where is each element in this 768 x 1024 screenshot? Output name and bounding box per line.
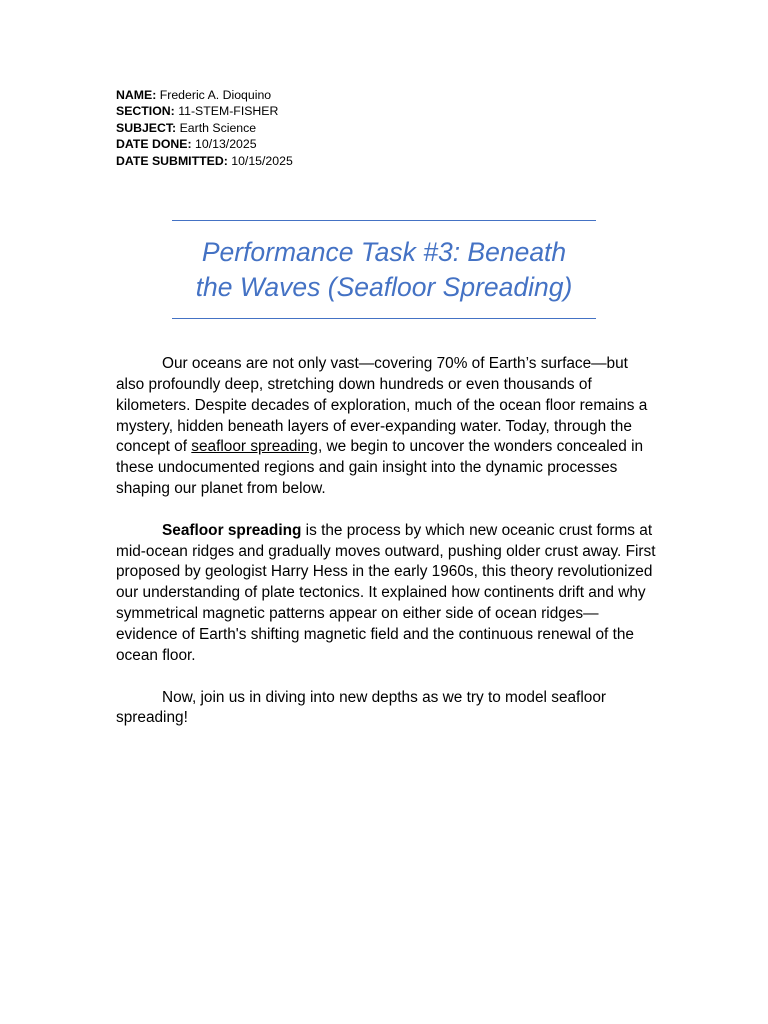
name-label: NAME: (116, 88, 157, 102)
date-submitted-value: 10/15/2025 (231, 153, 293, 168)
subject-label: SUBJECT: (116, 120, 177, 135)
title-line-2: the Waves (Seafloor Spreading) (195, 272, 573, 302)
title-bottom-rule (172, 318, 596, 319)
date-done-value: 10/13/2025 (195, 137, 257, 152)
title-block (172, 220, 596, 319)
date-submitted-label: DATE SUBMITTED: (116, 153, 228, 168)
subject-value: Earth Science (179, 120, 257, 135)
intro-text-start: Our oceans are not only vast—covering 70% of Earth’s surface—but also profoundly deep, stretching down hundreds or even thousands of kilometers. Despite decades of exploration, much of the ocean floor remains a mystery, hidden beneath layers of ever-expanding water. Today, through the concept of (116, 355, 648, 456)
seafloor-spreading-link[interactable]: seafloor spreading (191, 438, 318, 456)
name-row (116, 87, 516, 103)
document-body (116, 354, 656, 750)
page-title (172, 235, 596, 305)
section-label: SECTION: (116, 104, 175, 119)
definition-paragraph (116, 521, 656, 667)
intro-paragraph (116, 354, 656, 500)
date-done-row (116, 136, 516, 152)
title-line-1: Performance Task #3: Beneath (201, 237, 567, 267)
section-value: 11-STEM-FISHER (178, 104, 279, 119)
intro-text-end: , we begin to uncover the wonders concealed in these undocumented regions and gain insight into the dynamic processes shaping our planet from below. (116, 438, 644, 498)
date-done-label: DATE DONE: (116, 137, 192, 152)
subject-row (116, 120, 516, 136)
closing-paragraph: Now, join us in diving into new depths as we try to model seafloor spreading! (116, 688, 606, 727)
date-submitted-row (116, 153, 516, 169)
definition-term: Seafloor spreading (162, 521, 302, 539)
definition-text: is the process by which new oceanic crust forms at mid-ocean ridges and gradually moves outward, pushing older crust away. First proposed by geologist Harry Hess in the early 1960s, this theory revolutionized our understanding of plate tectonics. It explained how continents drift and why symmetrical magnetic patterns appear on either side of ocean ridges—evidence of Earth's shifting magnetic field and the continuous renewal of the ocean floor. (116, 521, 656, 664)
name-value: Frederic A. Dioquino (159, 88, 272, 102)
student-info-block (116, 87, 516, 169)
section-row (116, 103, 516, 119)
title-top-rule (172, 220, 596, 221)
